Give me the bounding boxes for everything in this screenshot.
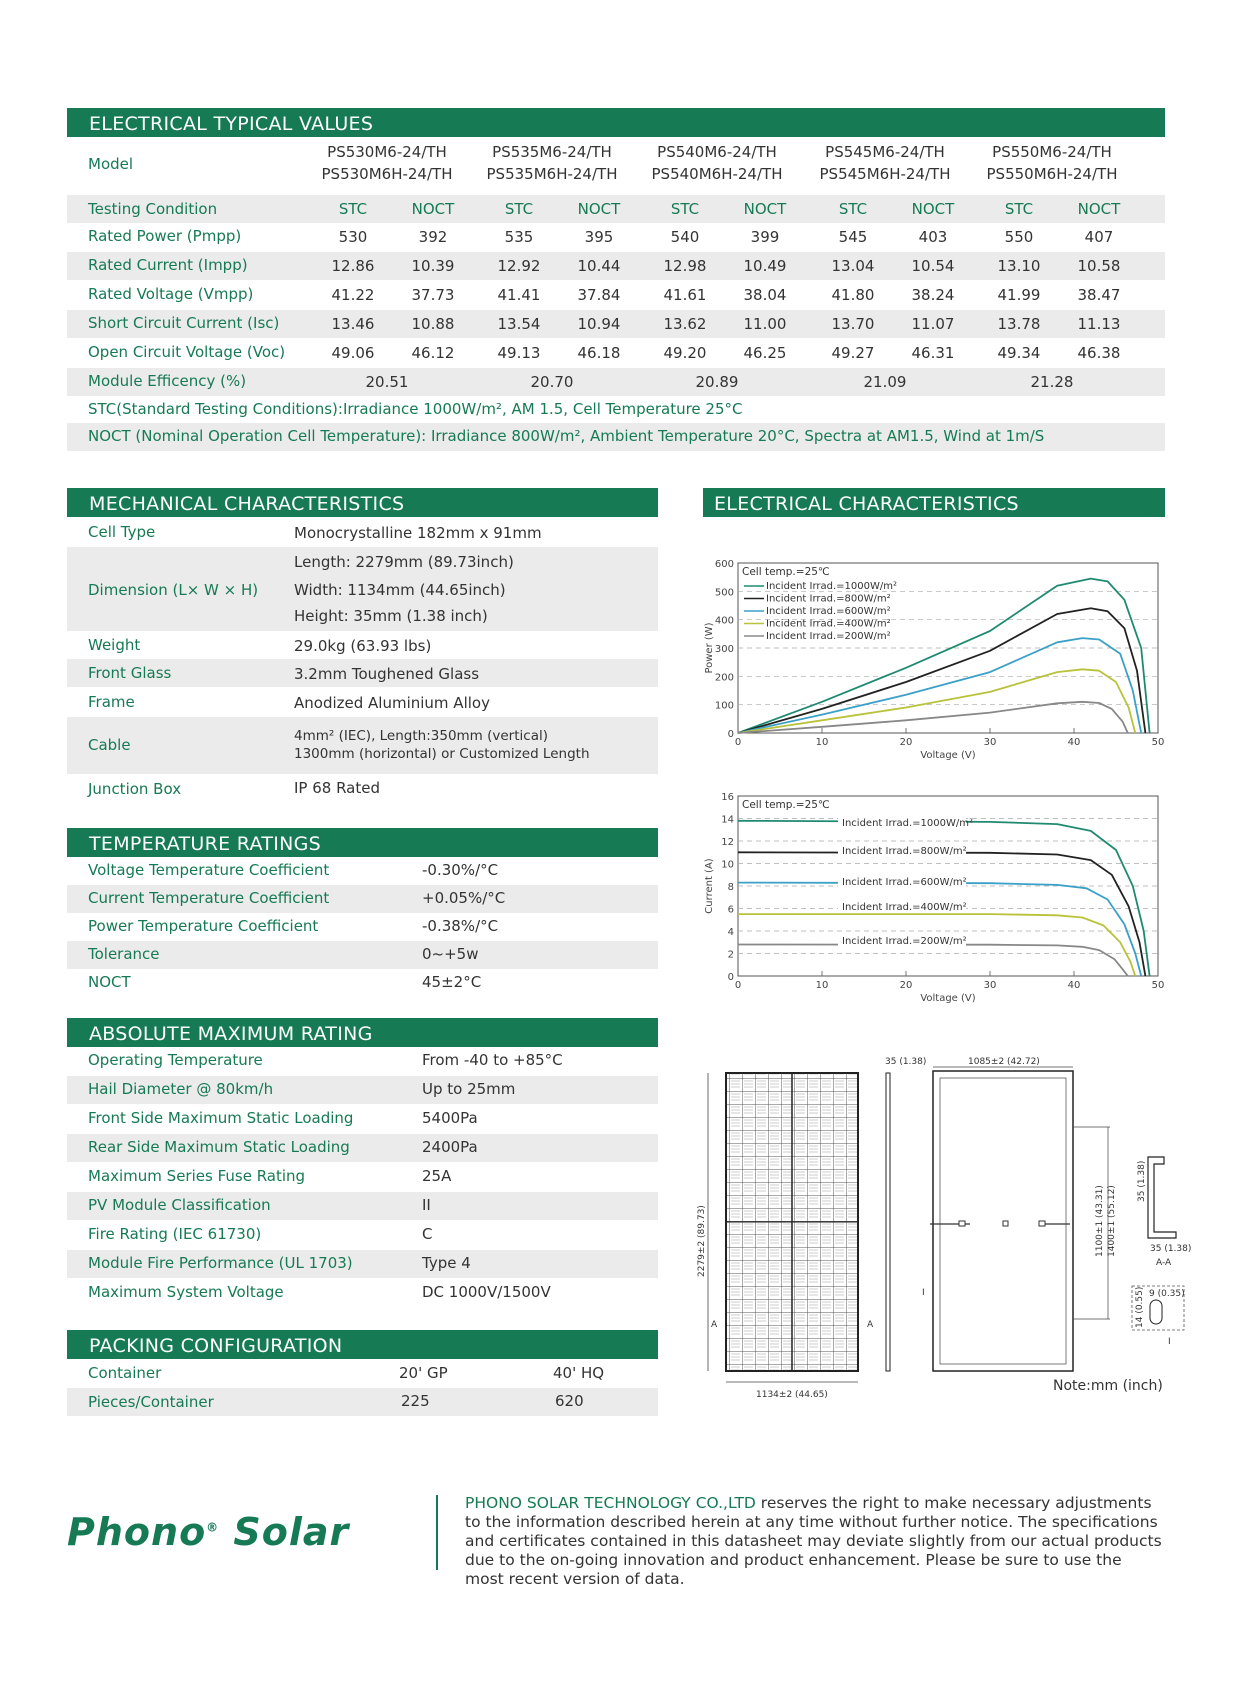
brand-logo [67, 1510, 349, 1554]
legend-label: Incident Irrad.=1000W/m² [766, 581, 897, 592]
dimension-label: Dimension (L× W × H) [88, 581, 259, 599]
table-cell: 545 [838, 228, 868, 246]
y-tick-label: 16 [721, 792, 734, 803]
table-cell: 41.80 [831, 286, 875, 304]
y-tick-label: 300 [714, 644, 734, 655]
legend-label: Incident Irrad.=200W/m² [766, 631, 891, 642]
y-tick-label: 100 [714, 700, 734, 712]
table-cell: 535 [504, 228, 534, 246]
table-cell: 49.27 [831, 344, 875, 362]
absolute-max-table [67, 1047, 658, 1312]
temperature-label: Voltage Temperature Coefficient [88, 861, 330, 879]
table-cell: 49.20 [663, 344, 707, 362]
chart-annotation: Cell temp.=25℃ [742, 566, 830, 578]
table-cell: 10.58 [1077, 257, 1121, 275]
front-view [726, 1073, 858, 1371]
x-tick-label: 30 [983, 980, 997, 991]
container-20gp: 20' GP [399, 1364, 448, 1382]
table-cell: 41.41 [497, 286, 541, 304]
weight-value: 29.0kg (63.93 lbs) [294, 637, 432, 655]
y-tick-label: 6 [727, 904, 734, 916]
table-cell: 37.73 [411, 286, 455, 304]
cell-type-value: Monocrystalline 182mm x 91mm [294, 524, 542, 542]
cable-label: Cable [88, 736, 131, 754]
dim-section-width: 35 (1.38) [1150, 1244, 1192, 1254]
efficiency-value: 21.09 [863, 373, 907, 391]
dim-hole-width: 9 (0.35) [1149, 1289, 1185, 1299]
table-cell: 41.61 [663, 286, 707, 304]
absolute-max-value: 2400Pa [422, 1138, 478, 1156]
weight-label: Weight [88, 636, 141, 654]
container-40hq: 40' HQ [553, 1364, 605, 1382]
table-cell: 11.07 [911, 315, 955, 333]
table-cell: 13.04 [831, 257, 875, 275]
packing-header: PACKING CONFIGURATION [67, 1330, 658, 1359]
noct-header: NOCT [911, 200, 955, 218]
absolute-max-label: Maximum System Voltage [88, 1283, 284, 1301]
stc-header: STC [670, 200, 700, 218]
current-voltage-chart [698, 788, 1168, 1013]
y-tick-label: 200 [714, 672, 734, 684]
testing-condition-label: Testing Condition [88, 200, 218, 218]
noct-header: NOCT [1077, 200, 1121, 218]
table-cell: 46.18 [577, 344, 621, 362]
pieces-40hq: 620 [555, 1392, 584, 1410]
model-name: PS545M6-24/TH [825, 143, 945, 161]
absolute-max-value: Up to 25mm [422, 1080, 516, 1098]
junction-box-label: Junction Box [88, 780, 182, 798]
model-name: PS535M6-24/TH [492, 143, 612, 161]
series-label: Incident Irrad.=800W/m² [842, 846, 967, 857]
absolute-max-value: 25A [422, 1167, 452, 1185]
temperature-value: -0.38%/°C [422, 917, 499, 935]
dim-length: 2279±2 (89.73) [697, 1205, 707, 1277]
table-cell: 41.22 [331, 286, 375, 304]
side-view [886, 1073, 890, 1371]
model-name-h: PS535M6H-24/TH [486, 165, 618, 183]
absolute-max-value: 5400Pa [422, 1109, 478, 1127]
temperature-label: NOCT [88, 973, 131, 991]
table-cell: 37.84 [577, 286, 621, 304]
y-tick-label: 400 [714, 615, 734, 627]
absolute-max-value: From -40 to +85°C [422, 1051, 563, 1069]
absolute-max-header: ABSOLUTE MAXIMUM RATING [67, 1018, 658, 1047]
junction-box-value: IP 68 Rated [294, 779, 381, 797]
x-tick-label: 40 [1067, 980, 1081, 991]
y-axis-label: Power (W) [704, 622, 715, 674]
temperature-label: Tolerance [88, 945, 160, 963]
table-cell: 46.31 [911, 344, 955, 362]
brand-word-1: Phono [67, 1510, 207, 1554]
noct-header: NOCT [577, 200, 621, 218]
dim-mount-1400: 1400±1 (55.12) [1107, 1185, 1117, 1257]
table-cell: 540 [670, 228, 700, 246]
legend-label: Incident Irrad.=600W/m² [766, 606, 891, 617]
front-glass-value: 3.2mm Toughened Glass [294, 665, 480, 683]
electrical-typical-values-header: ELECTRICAL TYPICAL VALUES [67, 108, 1165, 137]
series-label: Incident Irrad.=600W/m² [842, 877, 967, 888]
temperature-value: +0.05%/°C [422, 889, 506, 907]
disclaimer-text: reserves the right to make necessary adjustments to the information described herein at any time without further notice. The specifications and certificates contained in this datasheet may deviate slightly from our actual products due to the on-going innovation and product enhancement. Please be sure to use the most recent version of data. [465, 1494, 1162, 1588]
footer-divider [436, 1495, 438, 1570]
y-tick-label: 2 [727, 949, 734, 961]
frame-label: Frame [88, 693, 135, 711]
cable-line1: 4mm² (IEC), Length:350mm (vertical) [294, 728, 548, 744]
table-row-label: Rated Voltage (Vmpp) [88, 285, 254, 303]
pieces-label: Pieces/Container [88, 1393, 214, 1411]
temperature-value: 45±2°C [422, 973, 482, 991]
table-cell: 49.06 [331, 344, 375, 362]
table-cell: 12.86 [331, 257, 375, 275]
absolute-max-label: PV Module Classification [88, 1196, 271, 1214]
temperature-value: -0.30%/°C [422, 861, 499, 879]
x-axis-label: Voltage (V) [920, 993, 976, 1004]
y-tick-label: 4 [727, 927, 734, 938]
stc-note: STC(Standard Testing Conditions):Irradiance 1000W/m², AM 1.5, Cell Temperature 25°C [88, 400, 743, 418]
power-voltage-chart [698, 555, 1168, 770]
table-cell: 46.38 [1077, 344, 1121, 362]
efficiency-value: 20.70 [530, 373, 574, 391]
table-cell: 38.47 [1077, 286, 1121, 304]
table-cell: 13.46 [331, 315, 375, 333]
absolute-max-value: C [422, 1225, 433, 1243]
table-cell: 41.99 [997, 286, 1041, 304]
model-name-h: PS545M6H-24/TH [819, 165, 951, 183]
table-row-label: Rated Power (Pmpp) [88, 227, 242, 245]
mechanical-header: MECHANICAL CHARACTERISTICS [67, 488, 658, 517]
table-cell: 395 [584, 228, 614, 246]
absolute-max-label: Rear Side Maximum Static Loading [88, 1138, 350, 1156]
height-value: Height: 35mm (1.38 inch) [294, 607, 488, 625]
dim-mount-1100: 1100±1 (43.31) [1095, 1185, 1105, 1257]
table-cell: 49.34 [997, 344, 1041, 362]
table-cell: 10.54 [911, 257, 955, 275]
table-cell: 530 [338, 228, 368, 246]
frame-value: Anodized Aluminium Alloy [294, 694, 490, 712]
table-cell: 403 [918, 228, 948, 246]
y-tick-label: 14 [721, 814, 734, 826]
mark-i: I [922, 1288, 925, 1298]
absolute-max-label: Module Fire Performance (UL 1703) [88, 1254, 353, 1272]
y-tick-label: 0 [727, 972, 734, 983]
table-cell: 392 [418, 228, 448, 246]
table-cell: 399 [750, 228, 780, 246]
model-name: PS540M6-24/TH [657, 143, 777, 161]
electrical-typical-values-table [67, 137, 1165, 454]
absolute-max-value: DC 1000V/1500V [422, 1283, 551, 1301]
table-cell: 10.49 [743, 257, 787, 275]
table-cell: 13.70 [831, 315, 875, 333]
x-tick-label: 10 [815, 980, 829, 991]
x-tick-label: 40 [1067, 737, 1081, 748]
table-cell: 550 [1004, 228, 1034, 246]
legend-label: Incident Irrad.=400W/m² [766, 618, 891, 630]
noct-header: NOCT [411, 200, 455, 218]
stc-header: STC [338, 200, 368, 218]
absolute-max-label: Maximum Series Fuse Rating [88, 1167, 306, 1185]
absolute-max-label: Front Side Maximum Static Loading [88, 1109, 354, 1127]
length-value: Length: 2279mm (89.73inch) [294, 553, 514, 571]
model-name: PS530M6-24/TH [327, 143, 447, 161]
absolute-max-value: Type 4 [422, 1254, 471, 1272]
series-label: Incident Irrad.=1000W/m² [842, 818, 973, 829]
table-cell: 13.62 [663, 315, 707, 333]
x-axis-label: Voltage (V) [920, 750, 976, 761]
pieces-20gp: 225 [401, 1392, 430, 1410]
y-tick-label: 0 [727, 729, 734, 740]
stc-header: STC [838, 200, 868, 218]
dim-section-height: 35 (1.38) [1137, 1160, 1147, 1202]
stc-header: STC [1004, 200, 1034, 218]
stc-header: STC [504, 200, 534, 218]
x-tick-label: 20 [899, 980, 913, 991]
table-row-label: Short Circuit Current (Isc) [88, 314, 280, 332]
noct-header: NOCT [743, 200, 787, 218]
temperature-table [67, 857, 658, 1002]
y-tick-label: 12 [721, 837, 734, 848]
y-tick-label: 600 [714, 559, 734, 570]
cell-type-label: Cell Type [88, 523, 156, 541]
mark-a-right: A [867, 1320, 874, 1330]
packing-table [67, 1359, 658, 1417]
noct-note: NOCT (Nominal Operation Cell Temperature): Irradiance 800W/m², Ambient Temperature 20°C, Spectra at AM1.5, Wind at 1m/S [88, 427, 1045, 445]
dim-width: 1134±2 (44.65) [756, 1390, 828, 1400]
model-name-h: PS550M6H-24/TH [986, 165, 1118, 183]
chart-annotation: Cell temp.=25℃ [742, 799, 830, 811]
temperature-value: 0~+5w [422, 945, 479, 963]
width-value: Width: 1134mm (44.65inch) [294, 581, 506, 599]
series-label: Incident Irrad.=400W/m² [842, 902, 967, 913]
temperature-header: TEMPERATURE RATINGS [67, 828, 658, 857]
y-tick-label: 500 [714, 587, 734, 599]
table-cell: 38.24 [911, 286, 955, 304]
model-name-h: PS540M6H-24/TH [651, 165, 783, 183]
x-tick-label: 50 [1151, 980, 1165, 991]
footer-disclaimer [465, 1494, 1165, 1589]
model-name-h: PS530M6H-24/TH [321, 165, 453, 183]
efficiency-label: Module Efficency (%) [88, 372, 247, 390]
dim-hole-height: 14 (0.55) [1135, 1286, 1145, 1328]
x-tick-label: 0 [734, 737, 742, 748]
y-tick-label: 8 [727, 882, 734, 893]
table-row-label: Rated Current (Impp) [88, 256, 248, 274]
container-label: Container [88, 1364, 162, 1382]
registered-mark: ® [206, 1520, 220, 1535]
x-tick-label: 30 [983, 737, 997, 748]
table-cell: 49.13 [497, 344, 541, 362]
x-tick-label: 20 [899, 737, 913, 748]
efficiency-value: 20.51 [365, 373, 409, 391]
table-cell: 13.78 [997, 315, 1041, 333]
section-a-a [1148, 1157, 1176, 1238]
x-tick-label: 50 [1151, 737, 1165, 748]
dim-frame-width: 1085±2 (42.72) [968, 1057, 1040, 1067]
absolute-max-label: Fire Rating (IEC 61730) [88, 1225, 262, 1243]
absolute-max-label: Hail Diameter @ 80km/h [88, 1080, 274, 1098]
dim-thickness: 35 (1.38) [885, 1057, 927, 1067]
x-tick-label: 0 [734, 980, 742, 991]
table-cell: 407 [1084, 228, 1114, 246]
table-cell: 11.13 [1077, 315, 1121, 333]
table-cell: 10.88 [411, 315, 455, 333]
absolute-max-value: II [422, 1196, 431, 1214]
table-row-label: Open Circuit Voltage (Voc) [88, 343, 286, 361]
table-cell: 11.00 [743, 315, 787, 333]
series-label: Incident Irrad.=200W/m² [842, 936, 967, 947]
electrical-characteristics-header: ELECTRICAL CHARACTERISTICS [703, 488, 1165, 517]
model-label: Model [88, 155, 134, 173]
table-cell: 13.10 [997, 257, 1041, 275]
table-cell: 12.98 [663, 257, 707, 275]
rear-view [930, 1071, 1110, 1371]
legend-label: Incident Irrad.=800W/m² [766, 593, 891, 605]
temperature-label: Power Temperature Coefficient [88, 917, 319, 935]
cable-line2: 1300mm (horizontal) or Customized Length [294, 746, 590, 762]
brand-word-2: Solar [233, 1510, 350, 1554]
table-cell: 13.54 [497, 315, 541, 333]
table-cell: 10.94 [577, 315, 621, 333]
detail-i-label: I [1168, 1337, 1171, 1347]
table-cell: 38.04 [743, 286, 787, 304]
absolute-max-label: Operating Temperature [88, 1051, 263, 1069]
temperature-label: Current Temperature Coefficient [88, 889, 330, 907]
table-cell: 46.12 [411, 344, 455, 362]
efficiency-value: 20.89 [695, 373, 739, 391]
front-glass-label: Front Glass [88, 664, 172, 682]
y-axis-label: Current (A) [704, 858, 715, 914]
mechanical-table [67, 517, 658, 807]
efficiency-value: 21.28 [1030, 373, 1074, 391]
table-cell: 12.92 [497, 257, 541, 275]
section-label: A-A [1156, 1258, 1172, 1268]
drawing-note: Note:mm (inch) [1053, 1378, 1163, 1394]
y-tick-label: 10 [721, 859, 734, 871]
table-cell: 10.39 [411, 257, 455, 275]
table-cell: 10.44 [577, 257, 621, 275]
model-name: PS550M6-24/TH [992, 143, 1112, 161]
company-name: PHONO SOLAR TECHNOLOGY CO.,LTD [465, 1494, 756, 1512]
mark-a-left: A [711, 1320, 718, 1330]
table-cell: 46.25 [743, 344, 787, 362]
x-tick-label: 10 [815, 737, 829, 748]
